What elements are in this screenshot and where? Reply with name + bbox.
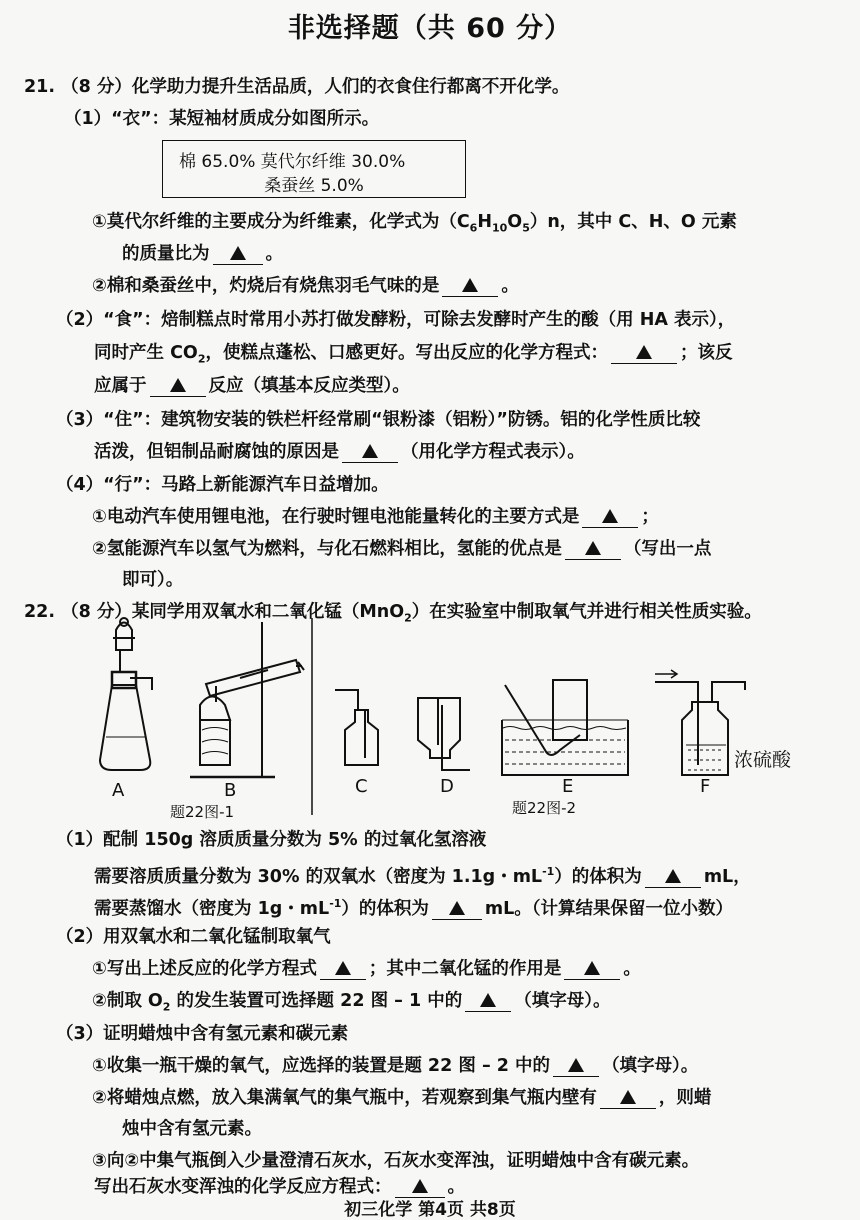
q21-part2-line3 xyxy=(94,375,410,397)
q21-part4-item2-cont: 即可）。 xyxy=(122,570,184,590)
text: H xyxy=(477,212,492,232)
text: mL。（计算结果保留一位小数） xyxy=(484,898,734,919)
text: 的质量比为 xyxy=(122,244,210,264)
triangle-icon xyxy=(412,1179,428,1193)
text: 需要溶质质量分数为 30% 的双氧水（密度为 1.1g・mL xyxy=(94,866,543,887)
answer-blank[interactable] xyxy=(342,442,398,463)
fig-caption-1: 题22图-1 xyxy=(170,803,235,821)
triangle-icon xyxy=(335,961,351,975)
triangle-icon xyxy=(449,901,465,915)
label-d: D xyxy=(440,776,454,797)
answer-blank[interactable] xyxy=(553,1056,599,1077)
apparatus-e-trough-icon xyxy=(502,680,628,775)
text: ）在实验室中制取氧气并进行相关性质实验。 xyxy=(411,602,762,622)
subscript: 6 xyxy=(469,221,478,235)
text: 需要蒸馏水（密度为 1g・mL xyxy=(94,898,330,919)
triangle-icon xyxy=(362,444,378,458)
apparatus-a-flask-icon xyxy=(100,618,152,770)
q22-part2-item1 xyxy=(92,958,641,980)
text: 的发生装置可选择题 22 图 – 1 中的 xyxy=(170,991,463,1011)
q21-part1: （1）“衣”：某短袖材质成分如图所示。 xyxy=(64,109,380,129)
q22-part2: （2）用双氧水和二氧化锰制取氧气 xyxy=(56,927,331,947)
text: ）n，其中 C、H、O 元素 xyxy=(529,212,737,232)
answer-blank[interactable] xyxy=(645,867,701,888)
triangle-icon xyxy=(620,1090,636,1104)
period: 。 xyxy=(265,244,283,264)
apparatus-d-bottle-icon xyxy=(418,698,470,770)
text: ）的体积为 xyxy=(341,898,429,919)
label-conc-acid: 浓硫酸 xyxy=(734,749,792,771)
triangle-icon xyxy=(480,993,496,1007)
q21-part4-item2 xyxy=(92,538,711,560)
text: ①收集一瓶干燥的氧气，应选择的装置是题 22 图 – 2 中的 xyxy=(92,1056,551,1076)
triangle-icon xyxy=(584,961,600,975)
superscript: -1 xyxy=(329,897,342,910)
q21-part1-item1 xyxy=(92,211,737,240)
text: ，使糕点蓬松、口感更好。写出反应的化学方程式： xyxy=(205,343,608,363)
text: ②氢能源汽车以氢气为燃料，与化石燃料相比，氢能的优点是 xyxy=(92,539,562,559)
triangle-icon xyxy=(462,278,478,292)
triangle-icon xyxy=(602,509,618,523)
period: 。 xyxy=(447,1177,465,1197)
q22-part3-item2 xyxy=(92,1087,711,1109)
triangle-icon xyxy=(568,1058,584,1072)
answer-blank[interactable] xyxy=(564,959,620,980)
apparatus-f-washing-bottle-icon xyxy=(655,670,745,775)
q22-part3-item2-cont: 烛中含有氢元素。 xyxy=(122,1119,262,1139)
q22-part1-line2 xyxy=(94,893,733,920)
q21-part1-item2 xyxy=(92,275,519,297)
triangle-icon xyxy=(636,345,652,359)
q22-part3: （3）证明蜡烛中含有氢元素和碳元素 xyxy=(56,1024,349,1044)
fabric-row-1: 棉 65.0% 莫代尔纤维 30.0% xyxy=(179,152,406,172)
text: （用化学方程式表示）。 xyxy=(401,442,585,462)
q21-part3-line1: （3）“住”：建筑物安装的铁栏杆经常刷“银粉漆（铝粉）”防锈。铝的化学性质比较 xyxy=(56,410,701,430)
answer-blank[interactable] xyxy=(565,539,621,560)
text: ②制取 O xyxy=(92,991,163,1011)
q22-part3-item3: ③向②中集气瓶倒入少量澄清石灰水，石灰水变浑浊，证明蜡烛中含有碳元素。 xyxy=(92,1151,700,1171)
subscript: 5 xyxy=(522,221,530,235)
fabric-row-2: 桑蚕丝 5.0% xyxy=(264,176,364,196)
triangle-icon xyxy=(170,378,186,392)
triangle-icon xyxy=(665,869,681,883)
q21-stem: 21. （8 分）化学助力提升生活品质，人们的衣食住行都离不开化学。 xyxy=(24,77,570,97)
text: O xyxy=(507,212,523,232)
text: ①写出上述反应的化学方程式 xyxy=(92,959,317,979)
q21-part2-line2 xyxy=(94,342,732,371)
text: （写出一点 xyxy=(623,539,712,559)
text: ②棉和桑蚕丝中，灼烧后有烧焦羽毛气味的是 xyxy=(92,276,440,296)
label-b: B xyxy=(224,780,237,801)
text: ，则蜡 xyxy=(658,1088,712,1108)
q22-part1: （1）配制 150g 溶质质量分数为 5% 的过氧化氢溶液 xyxy=(56,830,487,850)
fig-caption-2: 题22图-2 xyxy=(512,799,577,817)
answer-blank[interactable] xyxy=(150,376,206,397)
answer-blank[interactable] xyxy=(465,991,511,1012)
q22-part3-item1 xyxy=(92,1055,698,1077)
label-e: E xyxy=(562,776,574,797)
text: 写出石灰水变浑浊的化学反应方程式： xyxy=(94,1177,392,1197)
label-f: F xyxy=(700,776,711,797)
text: 应属于 xyxy=(94,376,147,396)
q22-part2-item2 xyxy=(92,990,611,1019)
fabric-composition-box xyxy=(162,140,466,198)
answer-blank[interactable] xyxy=(432,899,482,920)
period: 。 xyxy=(623,959,641,979)
label-a: A xyxy=(112,780,125,801)
text: mL， xyxy=(703,866,751,887)
text: 反应（填基本反应类型）。 xyxy=(208,376,410,396)
answer-blank[interactable] xyxy=(320,959,366,980)
answer-blank[interactable] xyxy=(213,244,263,265)
answer-blank[interactable] xyxy=(442,276,498,297)
subscript: 2 xyxy=(404,611,412,625)
triangle-icon xyxy=(230,246,246,260)
text: ①电动汽车使用锂电池，在行驶时锂电池能量转化的主要方式是 xyxy=(92,507,580,527)
semicolon: ； xyxy=(641,507,659,527)
text: ①莫代尔纤维的主要成分为纤维素，化学式为（C xyxy=(92,212,470,232)
label-c: C xyxy=(355,776,368,797)
text: （填字母）。 xyxy=(514,991,611,1011)
text: 同时产生 CO xyxy=(94,343,198,363)
section-title: 非选择题（共 60 分） xyxy=(287,13,573,44)
subscript: 2 xyxy=(162,1000,171,1014)
text: ；其中二氧化锰的作用是 xyxy=(368,959,562,979)
subscript: 10 xyxy=(491,221,508,235)
text: 22. （8 分）某同学用双氧水和二氧化锰（MnO xyxy=(24,602,405,622)
q22-part1-line1 xyxy=(94,861,751,888)
subscript: 2 xyxy=(197,352,206,366)
answer-blank[interactable] xyxy=(600,1088,656,1109)
q21-part3-line2 xyxy=(94,441,585,463)
answer-blank[interactable] xyxy=(582,507,638,528)
text: ②将蜡烛点燃，放入集满氧气的集气瓶中，若观察到集气瓶内壁有 xyxy=(92,1088,597,1108)
text: （填字母）。 xyxy=(602,1056,699,1076)
text: ）的体积为 xyxy=(554,866,642,887)
superscript: -1 xyxy=(542,865,555,878)
apparatus-b-heating-icon xyxy=(190,622,304,777)
apparatus-figures xyxy=(0,610,860,825)
apparatus-c-bottle-icon xyxy=(335,690,378,765)
period: 。 xyxy=(501,276,519,296)
triangle-icon xyxy=(585,541,601,555)
page-footer: 初三化学 第4页 共8页 xyxy=(344,1200,516,1220)
answer-blank[interactable] xyxy=(611,343,677,364)
q21-part4: （4）“行”：马路上新能源汽车日益增加。 xyxy=(56,475,389,495)
q21-part4-item1 xyxy=(92,506,659,528)
text: ；该反 xyxy=(679,343,733,363)
text: 活泼，但铝制品耐腐蚀的原因是 xyxy=(94,442,339,462)
q21-part2-line1: （2）“食”：焙制糕点时常用小苏打做发酵粉，可除去发酵时产生的酸（用 HA 表示）， xyxy=(56,310,736,330)
q21-part1-item1-cont xyxy=(122,243,283,265)
